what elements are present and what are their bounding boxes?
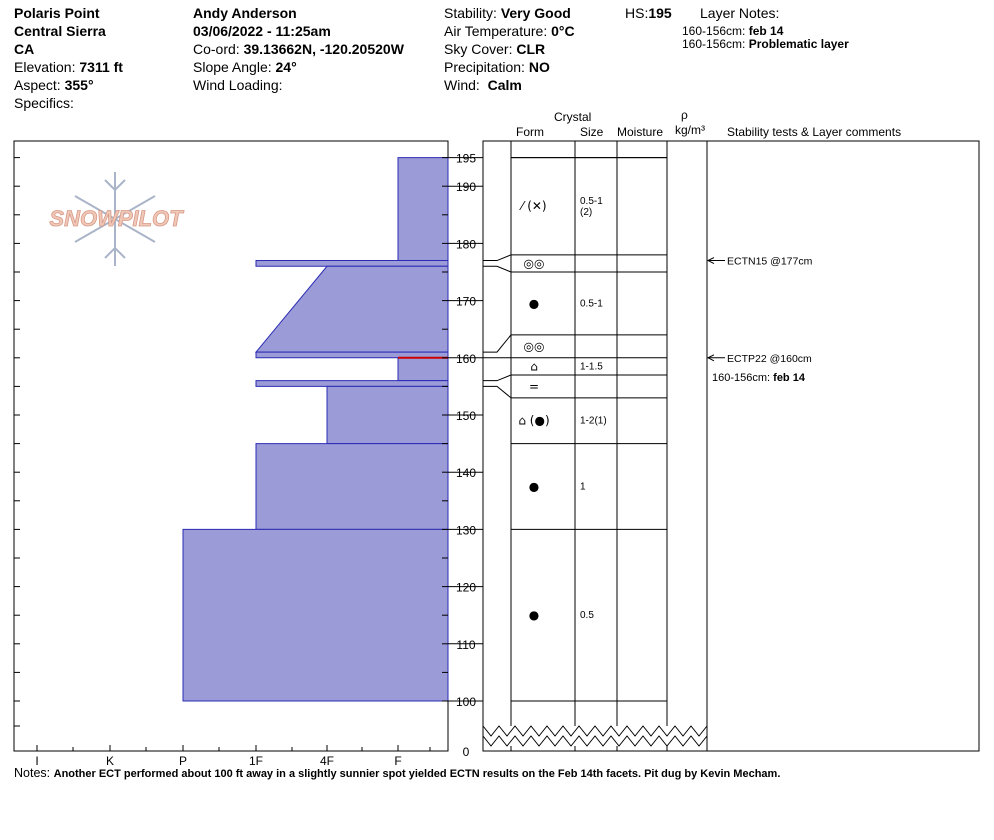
crystal-size: 1-1.5 xyxy=(580,361,603,373)
hardness-layers xyxy=(183,158,448,701)
x-axis-ticks xyxy=(35,745,430,768)
x-tick-label: F xyxy=(394,754,402,768)
wind-label: Wind: xyxy=(444,77,480,93)
elevation-label: Elevation: xyxy=(14,59,76,75)
layer-notes-title: Layer Notes: xyxy=(700,5,780,21)
sky-label: Sky Cover: xyxy=(444,41,513,57)
layer-note-text: feb 14 xyxy=(748,24,784,38)
crystal-header: Crystal xyxy=(554,110,592,124)
hardness-layer-bar xyxy=(398,158,448,261)
layer-note-range: 160-156cm: xyxy=(682,37,746,51)
depth-labels xyxy=(448,152,483,759)
stability-value: Very Good xyxy=(500,5,571,21)
specifics-label: Specifics: xyxy=(14,95,74,111)
hardness-layer-bar xyxy=(398,358,448,381)
depth-label: 150 xyxy=(455,409,477,423)
layer-comment-text: feb 14 xyxy=(773,371,805,384)
sky-value: CLR xyxy=(516,41,546,57)
coord-value: 39.13662N, -120.20520W xyxy=(243,41,404,57)
wind-loading-label: Wind Loading: xyxy=(193,77,283,93)
aspect-label: Aspect: xyxy=(14,77,61,93)
rho-header: ρ xyxy=(681,108,688,122)
depth-label: 100 xyxy=(455,695,477,709)
x-tick-label: 4F xyxy=(319,754,335,768)
crystal-cells xyxy=(518,196,606,622)
hardness-layer-bar xyxy=(256,261,448,267)
depth-label: 110 xyxy=(456,637,476,652)
layer-connector xyxy=(483,386,511,397)
crystal-size: 0.5-1 xyxy=(580,298,603,310)
stability-test-label: ECTP22 @160cm xyxy=(727,352,812,365)
density-unit-header: kg/m³ xyxy=(675,123,705,137)
crystal-form: ◎◎ xyxy=(523,256,545,271)
crystal-form: ⁄ (✕) xyxy=(521,199,547,214)
stability-label: Stability: xyxy=(444,5,497,21)
chart-frames xyxy=(14,141,979,751)
layer-connector xyxy=(483,255,511,261)
size-header: Size xyxy=(580,125,604,139)
state-name: CA xyxy=(14,41,35,57)
crystal-form: ● xyxy=(528,608,540,623)
notes-label: Notes: xyxy=(14,766,51,780)
layer-note-range: 160-156cm: xyxy=(682,24,746,38)
crystal-table-frame xyxy=(483,141,979,751)
snowpilot-logo xyxy=(49,172,184,266)
depth-label: 130 xyxy=(455,523,477,538)
region-name: Central Sierra xyxy=(14,23,106,39)
layer-comment-range: 160-156cm: xyxy=(712,371,774,384)
crystal-form: ◎◎ xyxy=(523,339,545,354)
crystal-form: ● xyxy=(528,479,540,494)
wind-value: Calm xyxy=(487,77,522,93)
crystal-size: 0.5-1 xyxy=(580,196,603,208)
hardness-layer-bar xyxy=(256,266,448,352)
precip-value: NO xyxy=(528,59,550,75)
depth-label: 190 xyxy=(455,180,477,195)
depth-label: 0 xyxy=(462,745,470,759)
hs-label: HS: xyxy=(625,5,649,21)
depth-label: 195 xyxy=(455,151,477,166)
hardness-layer-bar xyxy=(327,386,448,443)
crystal-size: 0.5 xyxy=(580,610,594,622)
moisture-header: Moisture xyxy=(617,125,664,139)
crystal-form: ⌂ (●) xyxy=(518,413,550,428)
crystal-form: ⌂ xyxy=(530,359,538,374)
hardness-layer-bar xyxy=(256,444,448,530)
depth-label: 170 xyxy=(455,294,477,309)
layer-connector xyxy=(483,375,511,381)
crystal-form: ● xyxy=(528,296,540,311)
depth-label: 140 xyxy=(455,466,477,481)
layer-note-text: Problematic layer xyxy=(748,37,849,51)
crystal-form: = xyxy=(528,379,540,394)
logo-text: SNOWPILOT xyxy=(49,206,183,231)
form-header: Form xyxy=(516,125,544,139)
observer-name: Andy Anderson xyxy=(193,5,297,21)
x-tick-label: 1F xyxy=(248,754,264,768)
stability-tests-header: Stability tests & Layer comments xyxy=(727,125,902,139)
air-temp-value: 0°C xyxy=(551,23,575,39)
crystal-size: (2) xyxy=(580,207,593,219)
coord-label: Co-ord: xyxy=(193,41,240,57)
stability-test-label: ECTN15 @177cm xyxy=(727,255,813,268)
location-name: Polaris Point xyxy=(14,5,100,21)
hs-value: 195 xyxy=(648,5,672,21)
notes xyxy=(14,766,780,781)
observation-datetime: 03/06/2022 - 11:25am xyxy=(193,23,331,39)
x-tick-label: K xyxy=(105,754,115,768)
precip-label: Precipitation: xyxy=(444,59,525,75)
depth-label: 160 xyxy=(455,351,477,366)
hardness-layer-bar xyxy=(256,381,448,387)
x-tick-label: I xyxy=(35,754,39,768)
notes-text: Another ECT performed about 100 ft away in a slightly sunnier spot yielded ECTN results on the Feb 14th facets. Pit dug by Kevin Mecham. xyxy=(53,768,781,780)
layer-connector xyxy=(483,335,511,352)
depth-label: 180 xyxy=(455,237,477,252)
layer-comment xyxy=(712,372,806,384)
hardness-layer-bar xyxy=(183,529,448,701)
stability-tests xyxy=(708,256,813,384)
layer-connector xyxy=(483,266,511,272)
axis-break xyxy=(483,726,707,746)
aspect-value: 355° xyxy=(64,77,94,93)
x-tick-label: P xyxy=(178,754,188,768)
elevation-value: 7311 ft xyxy=(79,59,123,75)
depth-label: 120 xyxy=(455,580,477,595)
crystal-column-lines xyxy=(511,141,707,751)
crystal-size: 1 xyxy=(580,481,586,493)
air-temp-label: Air Temperature: xyxy=(444,23,548,39)
crystal-size: 1-2(1) xyxy=(580,415,607,427)
slope-value: 24° xyxy=(275,59,297,75)
slope-label: Slope Angle: xyxy=(193,59,272,75)
